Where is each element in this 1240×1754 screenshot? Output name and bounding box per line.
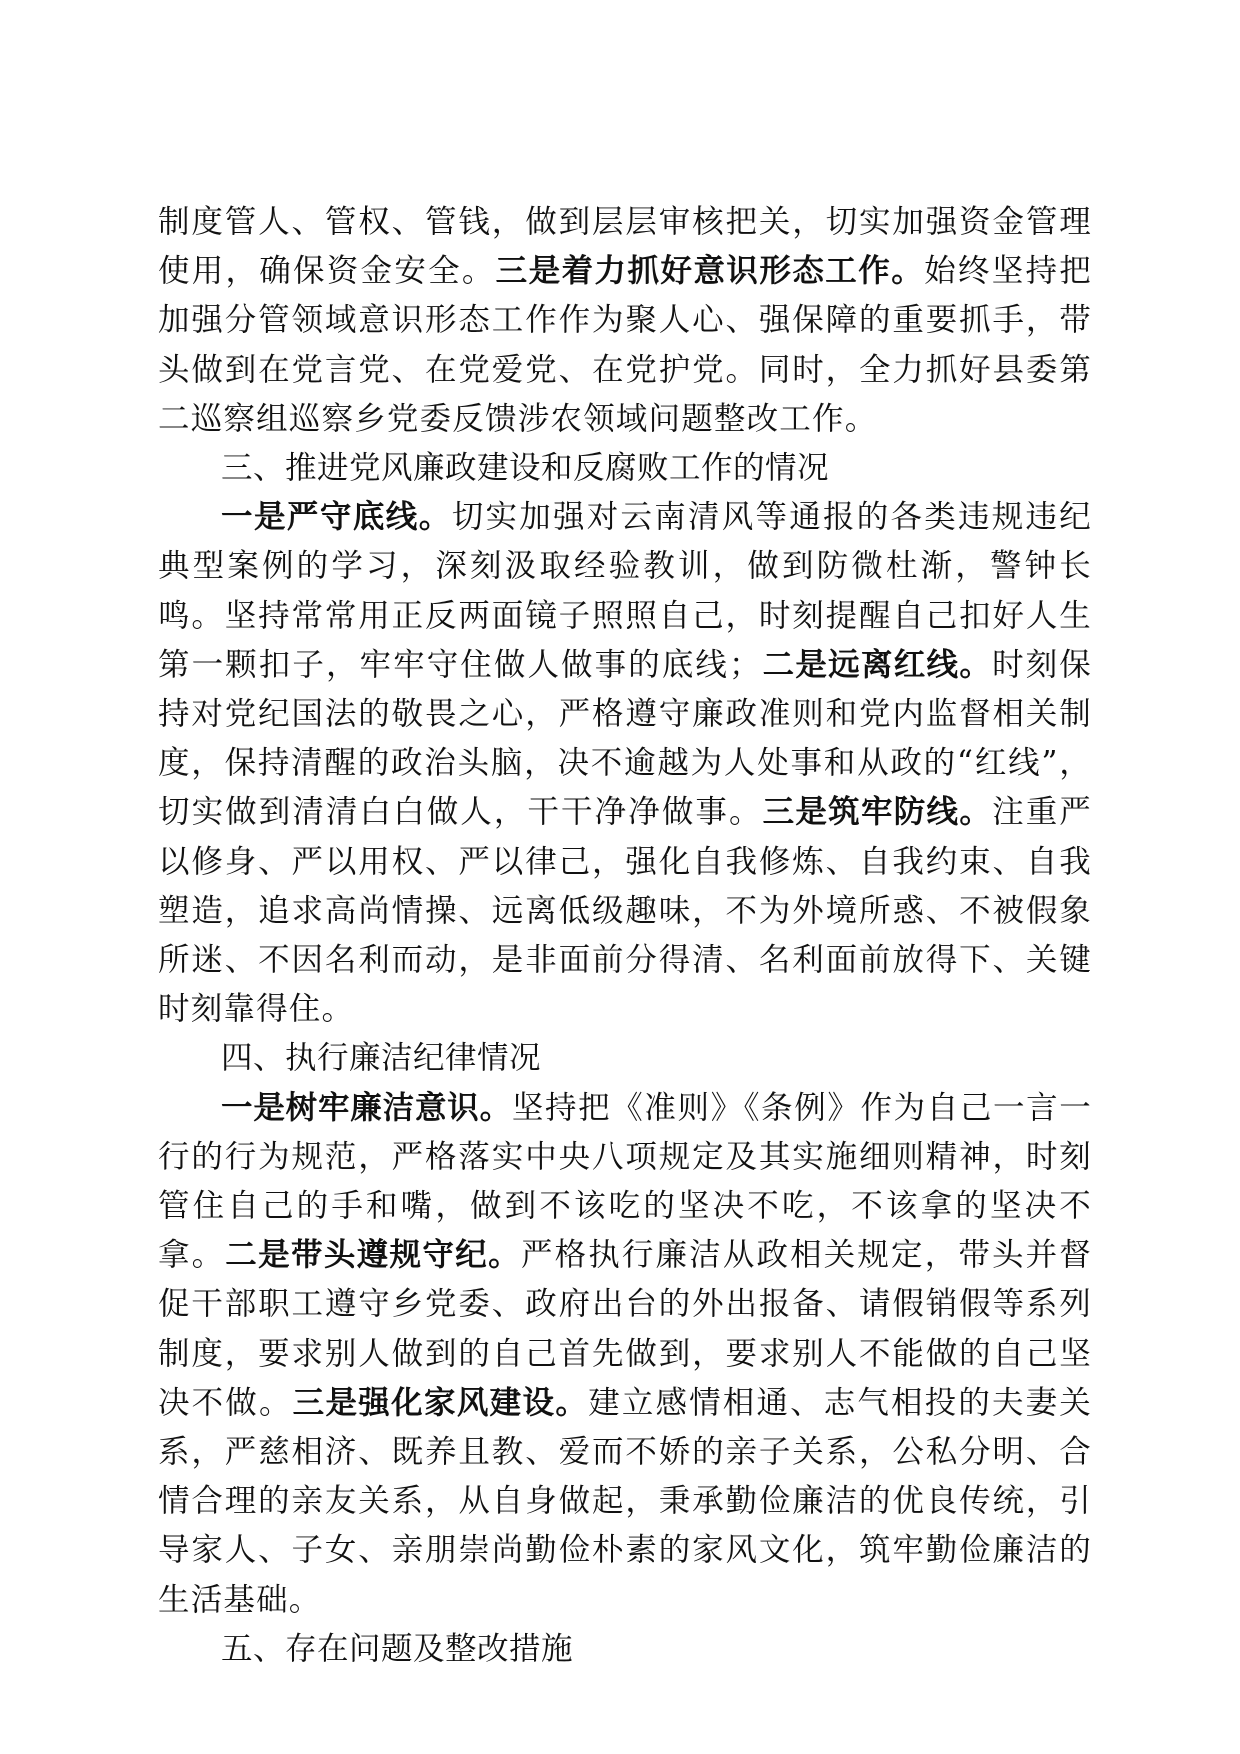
paragraph-discipline: [158, 1084, 1092, 1625]
paragraph-text: 始终坚持把加强分管领域意识形态工作作为聚人心、强保障的重要抓手，带头做到在党言党、在党爱党、在党护党。同时，全力抓好县委第二巡察组巡察乡党委反馈涉农领域问题整改工作。: [158, 253, 1092, 437]
bold-lead-bottom-line: 一是严守底线。: [221, 499, 452, 536]
bold-lead-ideology-work: 三是着力抓好意识形态工作。: [495, 253, 925, 290]
section-heading-5: 五、存在问题及整改措施: [221, 1630, 574, 1667]
paragraph-fund-management: [158, 198, 1092, 444]
bold-lead-red-line: 二是远离红线。: [761, 646, 993, 683]
bold-lead-follow-rules: 二是带头遵规守纪。: [225, 1237, 521, 1274]
document-body: [158, 198, 1092, 1674]
bold-lead-family-style: 三是强化家风建设。: [292, 1384, 589, 1421]
section-heading-3: 三、推进党风廉政建设和反腐败工作的情况: [221, 450, 830, 487]
paragraph-text: 切实加强对云南清风等通报的各类违规违纪典型案例的学习，深刻汲取经验教训，做到防微杜渐，警钟长鸣。坚持常常用正反两面镜子照照自己，时刻提醒自己扣好人生第一颗扣子，牢牢守住做人做事的底线；: [158, 499, 1092, 683]
paragraph-text: 注重严以修身、严以用权、严以律己，强化自我修炼、自我约束、自我塑造，追求高尚情操、远离低级趣味，不为外境所惑、不被假象所迷、不因名利而动，是非面前分得清、名利面前放得下、关键时刻靠得住。: [158, 794, 1092, 1028]
paragraph-text: 建立感情相通、志气相投的夫妻关系，严慈相济、既养且教、爱而不娇的亲子关系，公私分明、合情合理的亲友关系，从自身做起，秉承勤俭廉洁的优良传统，引导家人、子女、亲朋崇尚勤俭朴素的家风文化，筑牢勤俭廉洁的生活基础。: [158, 1384, 1092, 1618]
paragraph-text: 制度管人、管权、管钱，做到层层审核把关，切实加强资金管理使用，确保资金安全。: [158, 204, 1092, 290]
paragraph-text: 严格执行廉洁从政相关规定，带头并督促干部职工遵守乡党委、政府出台的外出报备、请假销假等系列制度，要求别人做到的自己首先做到，要求别人不能做的自己坚决不做。: [158, 1237, 1092, 1421]
bold-lead-defense-line: 三是筑牢防线。: [762, 794, 993, 831]
paragraph-text: 坚持把《准则》《条例》作为自己一言一行的行为规范，严格落实中央八项规定及其实施细则精神，时刻管住自己的手和嘴，做到不该吃的坚决不吃，不该拿的坚决不拿。: [158, 1089, 1092, 1274]
paragraph-integrity-lines: [158, 493, 1092, 1034]
section-heading-4: 四、执行廉洁纪律情况: [221, 1040, 542, 1077]
paragraph-text: 时刻保持对党纪国法的敬畏之心，严格遵守廉政准则和党内监督相关制度，保持清醒的政治头脑，决不逾越为人处事和从政的“红线”，切实做到清清白白做人，干干净净做事。: [158, 646, 1092, 831]
bold-lead-integrity-awareness: 一是树牢廉洁意识。: [221, 1089, 512, 1126]
